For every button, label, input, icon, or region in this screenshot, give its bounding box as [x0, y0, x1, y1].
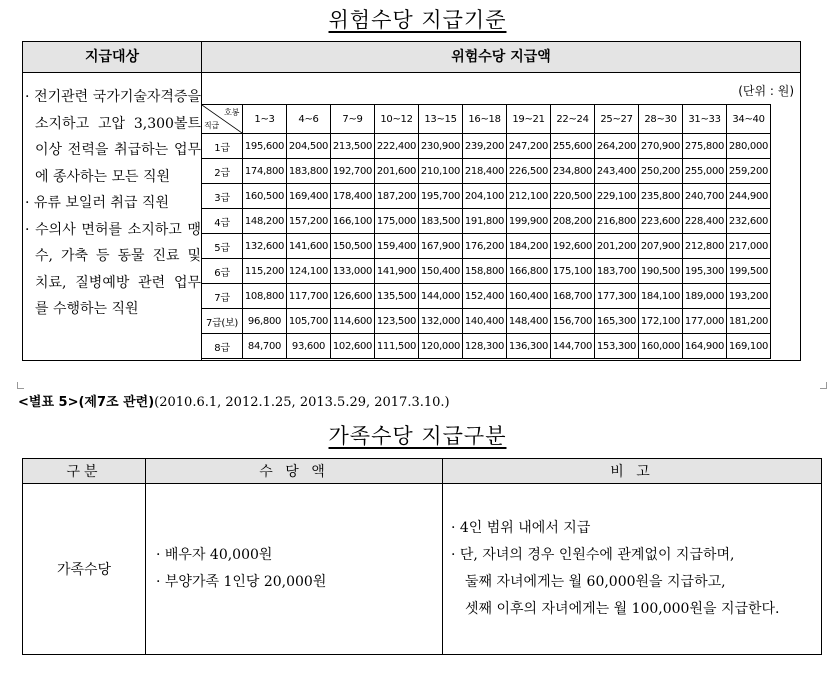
pay-cell: 164,900 — [683, 334, 727, 359]
pay-cell: 270,900 — [639, 134, 683, 159]
pay-cell: 189,000 — [683, 284, 727, 309]
pay-cell: 126,600 — [331, 284, 375, 309]
pay-cell: 275,800 — [683, 134, 727, 159]
pay-cell: 169,400 — [287, 184, 331, 209]
pay-cell: 148,200 — [243, 209, 287, 234]
pay-cell: 195,300 — [683, 259, 727, 284]
pay-cell: 230,900 — [419, 134, 463, 159]
pay-cell: 178,400 — [331, 184, 375, 209]
pay-cell: 175,100 — [551, 259, 595, 284]
pay-cell: 168,700 — [551, 284, 595, 309]
family-allowance-title: 가족수당 지급구분 — [328, 424, 507, 448]
pay-cell: 175,000 — [375, 209, 419, 234]
pay-cell: 123,500 — [375, 309, 419, 334]
pay-row — [202, 184, 771, 209]
pay-row — [202, 159, 771, 184]
step-range-header: 10~12 — [375, 105, 419, 134]
pay-cell: 141,600 — [287, 234, 331, 259]
pay-cell: 213,500 — [331, 134, 375, 159]
pay-cell: 133,000 — [331, 259, 375, 284]
pay-cell: 140,400 — [463, 309, 507, 334]
pay-cell: 84,700 — [243, 334, 287, 359]
eligible-targets — [25, 84, 201, 323]
grade-label: 2급 — [202, 159, 243, 184]
pay-cell: 255,000 — [683, 159, 727, 184]
appendix-reference — [18, 391, 450, 410]
note-item: 둘째 자녀에게는 월 60,000원을 지급하고, — [465, 574, 726, 590]
grade-label: 5급 — [202, 234, 243, 259]
pay-cell: 120,000 — [419, 334, 463, 359]
pay-cell: 132,600 — [243, 234, 287, 259]
note-item: · 단, 자녀의 경우 인원수에 관계없이 지급하며, — [451, 547, 735, 563]
pay-cell: 117,700 — [287, 284, 331, 309]
pay-cell: 204,500 — [287, 134, 331, 159]
step-grade-corner — [202, 105, 243, 134]
target-item: · 전기관련 국가기술자격증을 소지하고 고압 3,300볼트 이상 전력을 취급하는 업무에 종사하는 모든 직원 — [25, 89, 201, 185]
step-range-header: 25~27 — [595, 105, 639, 134]
pay-cell: 96,800 — [243, 309, 287, 334]
pay-cell: 150,500 — [331, 234, 375, 259]
family-header-category: 구분 — [23, 459, 146, 484]
pay-cell: 157,200 — [287, 209, 331, 234]
unit-label: (단위 : 원) — [738, 84, 794, 98]
target-item: · 수의사 면허를 소지하고 맹수, 가축 등 동물 진료 및 치료, 질병예방 관련 업무를 수행하는 직원 — [25, 221, 201, 317]
pay-cell: 212,800 — [683, 234, 727, 259]
step-range-header: 4~6 — [287, 105, 331, 134]
pay-cell: 159,400 — [375, 234, 419, 259]
pay-cell: 199,900 — [507, 209, 551, 234]
pay-cell: 280,000 — [727, 134, 771, 159]
amount-item: · 배우자 40,000원 — [156, 547, 273, 563]
grade-label: 7급(보) — [202, 309, 243, 334]
pay-cell: 195,700 — [419, 184, 463, 209]
pay-cell: 234,800 — [551, 159, 595, 184]
pay-cell: 172,100 — [639, 309, 683, 334]
amount-item: · 부양가족 1인당 20,000원 — [156, 574, 327, 590]
grade-label: 4급 — [202, 209, 243, 234]
pay-cell: 201,200 — [595, 234, 639, 259]
pay-cell: 135,500 — [375, 284, 419, 309]
pay-cell: 208,200 — [551, 209, 595, 234]
family-amounts — [146, 484, 443, 655]
step-range-header: 16~18 — [463, 105, 507, 134]
step-range-header: 31~33 — [683, 105, 727, 134]
pay-cell: 165,300 — [595, 309, 639, 334]
note-item: 셋째 이후의 자녀에게는 월 100,000원을 지급한다. — [465, 601, 780, 617]
pay-cell: 204,100 — [463, 184, 507, 209]
pay-grid — [201, 104, 771, 359]
pay-cell: 160,000 — [639, 334, 683, 359]
pay-cell: 218,400 — [463, 159, 507, 184]
appendix-label: <별표 5>(제7조 관련) — [18, 395, 155, 410]
step-range-header: 13~15 — [419, 105, 463, 134]
grade-label: 1급 — [202, 134, 243, 159]
grade-corner-label: 직급 — [204, 121, 219, 130]
pay-cell: 226,500 — [507, 159, 551, 184]
pay-cell: 141,900 — [375, 259, 419, 284]
pay-cell: 201,600 — [375, 159, 419, 184]
step-corner-label: 호봉 — [224, 108, 239, 117]
pay-cell: 166,800 — [507, 259, 551, 284]
hazard-allowance-title: 위험수당 지급기준 — [328, 8, 507, 32]
pay-cell: 167,900 — [419, 234, 463, 259]
pay-cell: 239,200 — [463, 134, 507, 159]
pay-cell: 192,600 — [551, 234, 595, 259]
pay-cell: 199,500 — [727, 259, 771, 284]
pay-cell: 144,700 — [551, 334, 595, 359]
pay-cell: 184,100 — [639, 284, 683, 309]
family-header-amount: 수 당 액 — [146, 459, 443, 484]
pay-row — [202, 334, 771, 359]
step-range-header: 19~21 — [507, 105, 551, 134]
pay-cell: 228,400 — [683, 209, 727, 234]
pay-cell: 184,200 — [507, 234, 551, 259]
pay-row — [202, 134, 771, 159]
pay-cell: 195,600 — [243, 134, 287, 159]
pay-cell: 217,000 — [727, 234, 771, 259]
pay-cell: 243,400 — [595, 159, 639, 184]
pay-cell: 160,400 — [507, 284, 551, 309]
pay-row — [202, 209, 771, 234]
family-notes — [443, 484, 822, 655]
pay-cell: 177,000 — [683, 309, 727, 334]
pay-cell: 187,200 — [375, 184, 419, 209]
pay-cell: 174,800 — [243, 159, 287, 184]
pay-cell: 193,200 — [727, 284, 771, 309]
pay-cell: 160,500 — [243, 184, 287, 209]
pay-cell: 169,100 — [727, 334, 771, 359]
pay-cell: 166,100 — [331, 209, 375, 234]
pay-cell: 220,500 — [551, 184, 595, 209]
pay-cell: 128,300 — [463, 334, 507, 359]
pay-cell: 144,000 — [419, 284, 463, 309]
pay-cell: 132,000 — [419, 309, 463, 334]
pay-grid-header-row — [202, 105, 771, 134]
pay-cell: 183,700 — [595, 259, 639, 284]
pay-cell: 264,200 — [595, 134, 639, 159]
step-range-header: 7~9 — [331, 105, 375, 134]
pay-cell: 93,600 — [287, 334, 331, 359]
pay-cell: 150,400 — [419, 259, 463, 284]
pay-cell: 207,900 — [639, 234, 683, 259]
pay-row — [202, 259, 771, 284]
pay-cell: 240,700 — [683, 184, 727, 209]
pay-cell: 259,200 — [727, 159, 771, 184]
pay-cell: 191,800 — [463, 209, 507, 234]
pay-cell: 222,400 — [375, 134, 419, 159]
pay-cell: 212,100 — [507, 184, 551, 209]
pay-cell: 183,800 — [287, 159, 331, 184]
step-range-header: 34~40 — [727, 105, 771, 134]
step-range-header: 28~30 — [639, 105, 683, 134]
grade-label: 7급 — [202, 284, 243, 309]
step-range-header: 1~3 — [243, 105, 287, 134]
amount-header: 위험수당 지급액 — [202, 42, 800, 73]
family-category: 가족수당 — [23, 484, 146, 655]
pay-cell: 152,400 — [463, 284, 507, 309]
pay-row — [202, 284, 771, 309]
pay-cell: 114,600 — [331, 309, 375, 334]
pay-cell: 235,800 — [639, 184, 683, 209]
target-item: · 유류 보일러 취급 직원 — [25, 195, 169, 211]
pay-cell: 105,700 — [287, 309, 331, 334]
pay-cell: 216,800 — [595, 209, 639, 234]
pay-cell: 177,300 — [595, 284, 639, 309]
pay-cell: 148,400 — [507, 309, 551, 334]
pay-cell: 111,500 — [375, 334, 419, 359]
pay-cell: 210,100 — [419, 159, 463, 184]
amendment-dates: (2010.6.1, 2012.1.25, 2013.5.29, 2017.3.10.) — [154, 395, 450, 410]
pay-cell: 250,200 — [639, 159, 683, 184]
target-header: 지급대상 — [23, 42, 202, 73]
pay-cell: 153,300 — [595, 334, 639, 359]
pay-cell: 229,100 — [595, 184, 639, 209]
pay-cell: 181,200 — [727, 309, 771, 334]
pay-cell: 247,200 — [507, 134, 551, 159]
pay-cell: 190,500 — [639, 259, 683, 284]
pay-cell: 192,700 — [331, 159, 375, 184]
pay-cell: 158,800 — [463, 259, 507, 284]
grade-label: 6급 — [202, 259, 243, 284]
family-header-notes: 비 고 — [443, 459, 822, 484]
pay-cell: 136,300 — [507, 334, 551, 359]
pay-cell: 102,600 — [331, 334, 375, 359]
pay-cell: 124,100 — [287, 259, 331, 284]
pay-cell: 244,900 — [727, 184, 771, 209]
note-item: · 4인 범위 내에서 지급 — [451, 520, 591, 536]
pay-cell: 183,500 — [419, 209, 463, 234]
pay-row — [202, 234, 771, 259]
grade-label: 8급 — [202, 334, 243, 359]
pay-cell: 255,600 — [551, 134, 595, 159]
grade-label: 3급 — [202, 184, 243, 209]
pay-cell: 156,700 — [551, 309, 595, 334]
pay-cell: 115,200 — [243, 259, 287, 284]
pay-cell: 223,600 — [639, 209, 683, 234]
step-range-header: 22~24 — [551, 105, 595, 134]
pay-row — [202, 309, 771, 334]
family-allowance-table — [22, 458, 822, 655]
pay-cell: 108,800 — [243, 284, 287, 309]
pay-cell: 232,600 — [727, 209, 771, 234]
pay-cell: 176,200 — [463, 234, 507, 259]
